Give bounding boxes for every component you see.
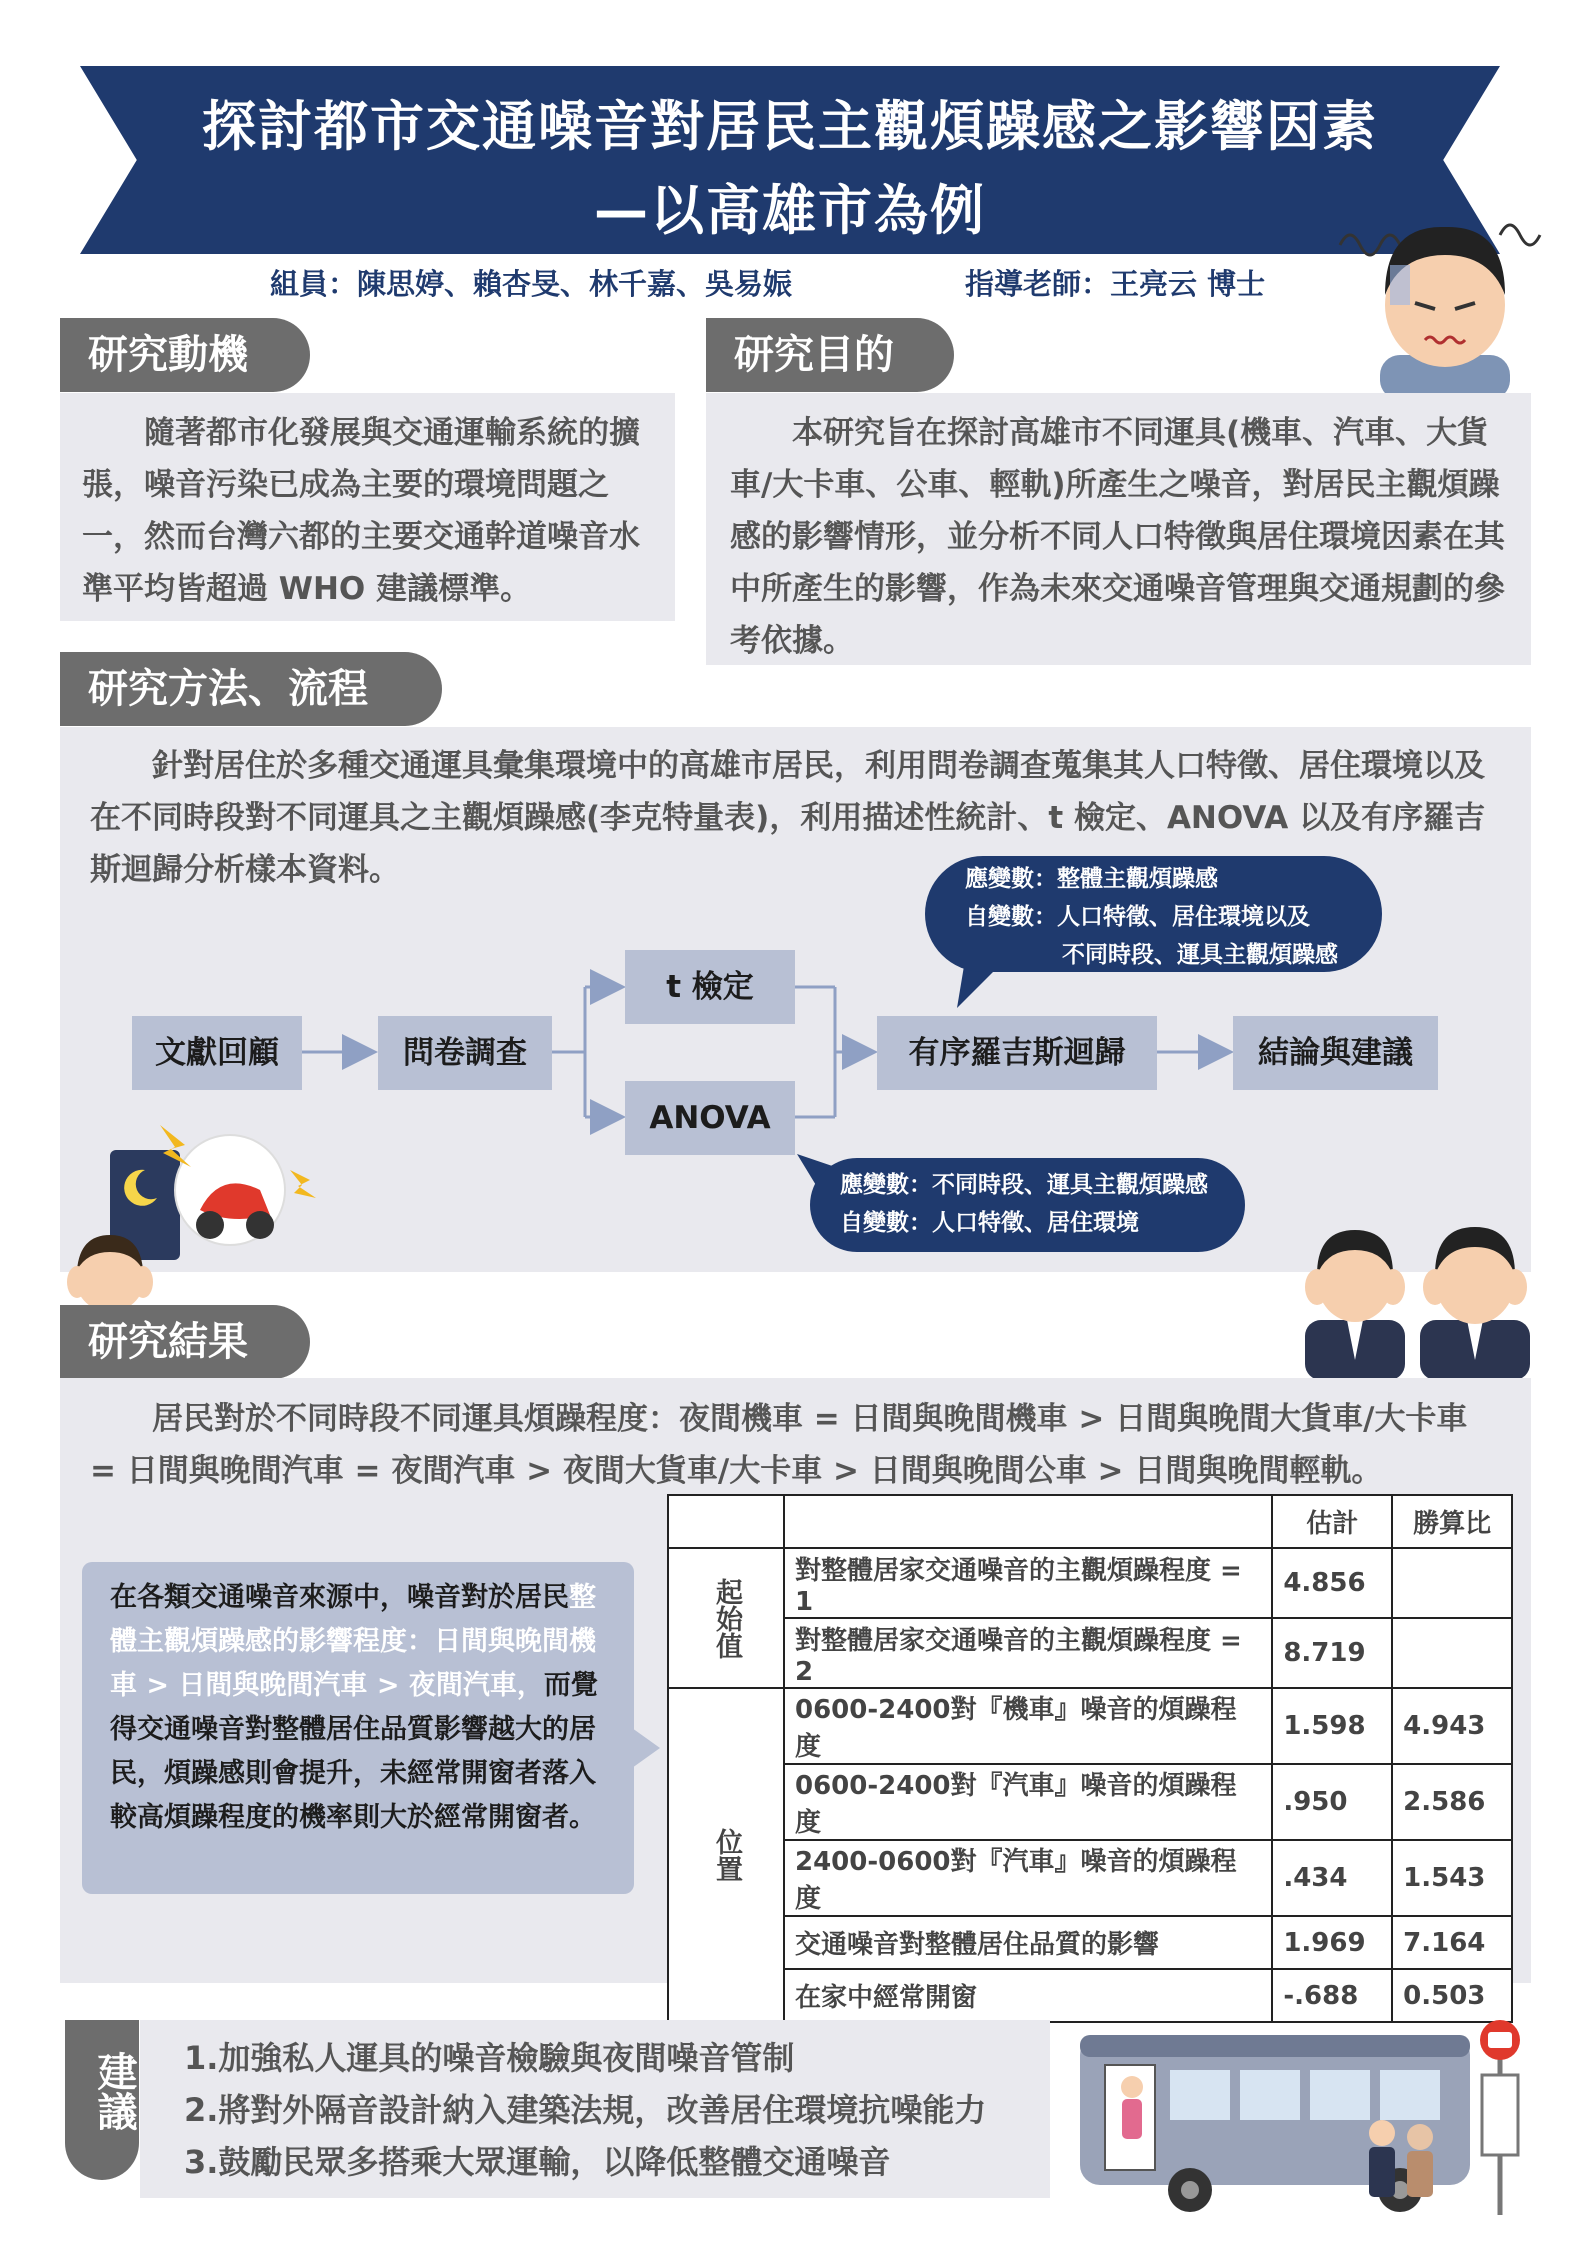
callout-bottom-independent: 自變數：人口特徵、居住環境 bbox=[840, 1210, 1139, 1236]
men-covering-ears-icon bbox=[1285, 1215, 1540, 1380]
row-odds-ratio: 2.586 bbox=[1392, 1764, 1512, 1840]
row-estimate: -.688 bbox=[1272, 1969, 1392, 2022]
callout-bottom-dependent: 應變數：不同時段、運具主觀煩躁感 bbox=[840, 1172, 1208, 1198]
results-note bbox=[82, 1562, 634, 1894]
callout-top-independent-1: 自變數：人口特徵、居住環境以及 bbox=[965, 904, 1310, 930]
motorcycle-noise-icon bbox=[65, 1110, 335, 1310]
table-row bbox=[668, 1916, 1512, 1969]
row-label: 在家中經常開窗 bbox=[784, 1969, 1272, 2022]
group-threshold: 起始值 bbox=[668, 1548, 784, 1688]
row-label: 對整體居家交通噪音的主觀煩躁程度 = 2 bbox=[784, 1618, 1272, 1688]
row-label: 0600-2400對『汽車』噪音的煩躁程度 bbox=[784, 1764, 1272, 1840]
row-estimate: 8.719 bbox=[1272, 1618, 1392, 1688]
method-heading: 研究方法、流程 bbox=[60, 652, 442, 726]
results-table bbox=[667, 1494, 1513, 2023]
suggestion-item: 1.加強私人運具的噪音檢驗與夜間噪音管制 bbox=[184, 2039, 795, 2077]
row-odds-ratio bbox=[1392, 1548, 1512, 1618]
results-text-wrap bbox=[90, 1393, 1500, 1497]
row-estimate: 1.598 bbox=[1272, 1688, 1392, 1764]
flow-ordered-logistic: 有序羅吉斯迴歸 bbox=[877, 1016, 1157, 1090]
callout-top-independent-2: 不同時段、運具主觀煩躁感 bbox=[1062, 942, 1338, 968]
row-label: 對整體居家交通噪音的主觀煩躁程度 = 1 bbox=[784, 1548, 1272, 1618]
group-location: 位置 bbox=[668, 1688, 784, 2022]
results-note-part-3: 而覺得交通噪音對整體居住品質影響越大的居民，煩躁感則會提升，未經常開窗者落入較高煩躁程度的機率則大於經常開窗者。 bbox=[110, 1670, 598, 1833]
callout-anova-variables bbox=[810, 1158, 1245, 1252]
callout-logistic-variables bbox=[925, 856, 1382, 972]
row-label: 0600-2400對『機車』噪音的煩躁程度 bbox=[784, 1688, 1272, 1764]
suggestions-heading: 建議 bbox=[91, 2051, 137, 2131]
results-note-pointer bbox=[632, 1728, 662, 1768]
results-note-part-2: 整體主觀煩躁感的影響程度：日間與晚間機車 > 日間與晚間汽車 > 夜間汽車， bbox=[110, 1582, 596, 1701]
results-text: 居民對於不同時段不同運具煩躁程度：夜間機車 = 日間與晚間機車 > 日間與晚間大貨車/大卡車 = 日間與晚間汽車 = 夜間汽車 > 夜間大貨車/大卡車 > 日間與晚間公車 > 日間與晚間輕軌。 bbox=[90, 1401, 1468, 1489]
row-estimate: .434 bbox=[1272, 1840, 1392, 1916]
purpose-panel bbox=[706, 393, 1531, 665]
flow-literature-review: 文獻回顧 bbox=[132, 1016, 302, 1090]
motivation-panel bbox=[60, 393, 675, 621]
row-estimate: 4.856 bbox=[1272, 1548, 1392, 1618]
purpose-heading: 研究目的 bbox=[706, 318, 954, 392]
flow-anova: ANOVA bbox=[625, 1081, 795, 1155]
table-row bbox=[668, 1840, 1512, 1916]
table-header-row bbox=[668, 1495, 1512, 1548]
flow-t-test: t 檢定 bbox=[625, 950, 795, 1024]
table-row bbox=[668, 1618, 1512, 1688]
results-heading: 研究結果 bbox=[60, 1305, 310, 1379]
suggestions-panel bbox=[140, 2020, 1050, 2198]
table-row bbox=[668, 1548, 1512, 1618]
flow-conclusion: 結論與建議 bbox=[1233, 1016, 1438, 1090]
method-text: 針對居住於多種交通運具彙集環境中的高雄市居民，利用問卷調查蒐集其人口特徵、居住環境以及在不同時段對不同運具之主觀煩躁感(李克特量表)，利用描述性統計、t 檢定、ANOVA 以及有序羅吉斯迴歸分析樣本資料。 bbox=[90, 748, 1486, 888]
annoyed-man-icon bbox=[1320, 205, 1570, 395]
purpose-text: 本研究旨在探討高雄市不同運具(機車、汽車、大貨車/大卡車、公車、輕軌)所產生之噪音，對居民主觀煩躁感的影響情形，並分析不同人口特徵與居住環境因素在其中所產生的影響，作為未來交通噪音管理與交通規劃的參考依據。 bbox=[730, 415, 1505, 659]
advisor: 指導老師：王亮云 博士 bbox=[965, 267, 1266, 301]
motivation-heading: 研究動機 bbox=[60, 318, 310, 392]
row-odds-ratio: 1.543 bbox=[1392, 1840, 1512, 1916]
table-row bbox=[668, 1688, 1512, 1764]
title-line-1: 探討都市交通噪音對居民主觀煩躁感之影響因素 bbox=[202, 95, 1378, 158]
header-odds-ratio: 勝算比 bbox=[1392, 1495, 1512, 1548]
row-label: 交通噪音對整體居住品質的影響 bbox=[784, 1916, 1272, 1969]
flow-questionnaire: 問卷調查 bbox=[378, 1016, 552, 1090]
row-odds-ratio bbox=[1392, 1618, 1512, 1688]
motivation-text: 隨著都市化發展與交通運輸系統的擴張，噪音污染已成為主要的環境問題之一，然而台灣六都的主要交通幹道噪音水準平均皆超過 WHO 建議標準。 bbox=[82, 415, 640, 607]
row-estimate: 1.969 bbox=[1272, 1916, 1392, 1969]
header-estimate: 估計 bbox=[1272, 1495, 1392, 1548]
title-line-2: —以高雄市為例 bbox=[594, 179, 986, 242]
row-label: 2400-0600對『汽車』噪音的煩躁程度 bbox=[784, 1840, 1272, 1916]
results-note-part-1: 在各類交通噪音來源中，噪音對於居民 bbox=[110, 1582, 569, 1613]
suggestion-item: 2.將對外隔音設計納入建築法規，改善居住環境抗噪能力 bbox=[184, 2091, 987, 2129]
suggestion-item: 3.鼓勵民眾多搭乘大眾運輸，以降低整體交通噪音 bbox=[184, 2143, 891, 2181]
bus-stop-icon bbox=[1070, 2015, 1540, 2220]
row-odds-ratio: 0.503 bbox=[1392, 1969, 1512, 2022]
table-row bbox=[668, 1764, 1512, 1840]
callout-top-dependent: 應變數：整體主觀煩躁感 bbox=[965, 866, 1218, 892]
row-odds-ratio: 7.164 bbox=[1392, 1916, 1512, 1969]
row-estimate: .950 bbox=[1272, 1764, 1392, 1840]
row-odds-ratio: 4.943 bbox=[1392, 1688, 1512, 1764]
group-members: 組員：陳思婷、賴杏旻、林千嘉、吳易娠 bbox=[270, 267, 793, 301]
